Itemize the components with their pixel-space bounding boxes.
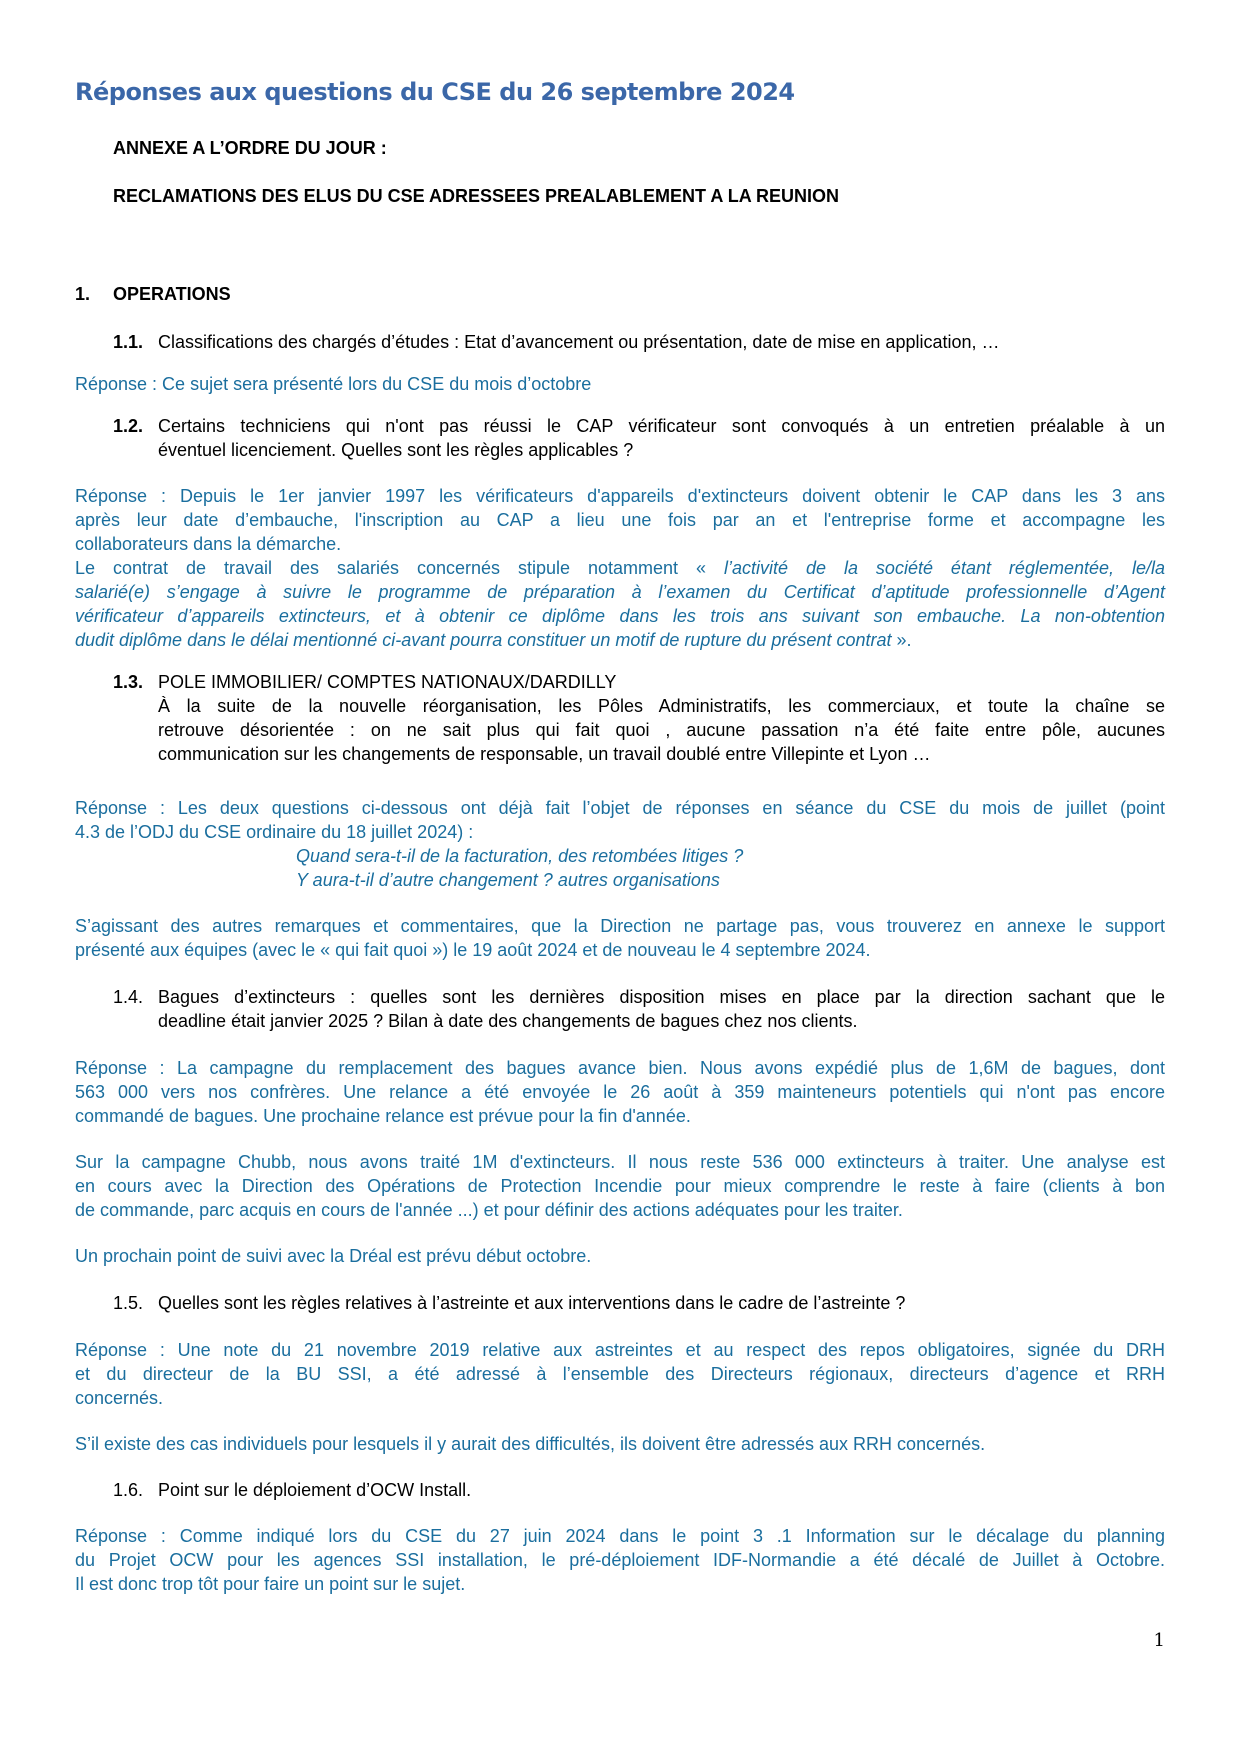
question-text: Certains techniciens qui n'ont pas réussi le CAP vérificateur sont convoqués à un entretien préalable à un	[158, 416, 1165, 436]
section-heading	[75, 284, 231, 305]
question-number: 1.5.	[113, 1293, 144, 1313]
answer-1-6	[75, 1524, 1165, 1596]
answer-text: S’il existe des cas individuels pour lesquels il y aurait des difficultés, ils doivent être adressés aux RRH concernés.	[75, 1434, 986, 1454]
answer-text: du Projet OCW pour les agences SSI installation, le pré-déploiement IDF-Normandie a été décalé de Juillet à Octobre.	[75, 1550, 1165, 1570]
answer-text: 4.3 de l’ODJ du CSE ordinaire du 18 juillet 2024) :	[75, 822, 474, 842]
reclamations-heading: RECLAMATIONS DES ELUS DU CSE ADRESSEES PREALABLEMENT A LA REUNION	[113, 186, 840, 206]
question-1-3	[113, 670, 1165, 766]
answer-text: commandé de bagues. Une prochaine relance est prévue pour la fin d'année.	[75, 1106, 691, 1126]
question-text: deadline était janvier 2025 ? Bilan à date des changements de bagues chez nos clients.	[158, 1011, 858, 1031]
answer-1-4-chubb	[75, 1150, 1165, 1222]
question-1-5	[113, 1291, 1165, 1315]
question-text: éventuel licenciement. Quelles sont les règles applicables ?	[158, 440, 634, 460]
answer-text: Réponse : Depuis le 1er janvier 1997 les vérificateurs d'appareils d'extincteurs doivent obtenir le CAP dans les 3 ans	[75, 486, 1165, 506]
page-number: 1	[1153, 1630, 1165, 1651]
question-text: À la suite de la nouvelle réorganisation, les Pôles Administratifs, les commerciaux, et toute la chaîne se	[158, 696, 1165, 716]
answer-text: en cours avec la Direction des Opérations de Protection Incendie pour mieux comprendre le reste à faire (clients à bon	[75, 1176, 1165, 1196]
answer-text: Réponse : Une note du 21 novembre 2019 relative aux astreintes et au respect des repos obligatoires, signée du DRH	[75, 1340, 1165, 1360]
question-text: Quelles sont les règles relatives à l’astreinte et aux interventions dans le cadre de l’astreinte ?	[158, 1293, 906, 1313]
section-number: 1.	[75, 284, 91, 304]
answer-1-4	[75, 1056, 1165, 1128]
question-number: 1.2.	[113, 416, 144, 436]
answer-text: concernés.	[75, 1388, 164, 1408]
answer-text: et du directeur de la BU SSI, a été adressé à l’ensemble des Directeurs régionaux, directeurs d’agence et RRH	[75, 1364, 1165, 1384]
answer-1-4-dreal	[75, 1244, 1165, 1268]
answer-text: Le contrat de travail des salariés concernés stipule notamment « l’activité de la société étant réglementée, le/la	[75, 558, 1165, 578]
answer-text: Réponse : Les deux questions ci-dessous ont déjà fait l’objet de réponses en séance du CSE du mois de juillet (point	[75, 798, 1165, 818]
annex-heading: ANNEXE A L’ORDRE DU JOUR :	[113, 138, 387, 158]
question-text: Classifications des chargés d’études : Etat d’avancement ou présentation, date de mise en application, …	[158, 332, 1000, 352]
answer-1-2	[75, 484, 1165, 652]
answer-text: 563 000 vers nos confrères. Une relance a été envoyée le 26 août à 359 mainteneurs potentiels qui n'ont pas encore	[75, 1082, 1165, 1102]
answer-1-1	[75, 372, 1165, 396]
question-text: retrouve désorientée : on ne sait plus qui fait quoi , aucune passation n’a été faite entre pôle, aucunes	[158, 720, 1165, 740]
question-text: Point sur le déploiement d’OCW Install.	[158, 1480, 472, 1500]
answer-1-5-individual	[75, 1432, 1165, 1456]
answer-1-3-remarks	[75, 914, 1165, 962]
question-1-6	[113, 1478, 1165, 1502]
answer-text: après leur date d’embauche, l'inscription au CAP a lieu une fois par an et l'entreprise forme et accompagne les	[75, 510, 1165, 530]
answer-text: Il est donc trop tôt pour faire un point sur le sujet.	[75, 1574, 466, 1594]
answer-text: S’agissant des autres remarques et commentaires, que la Direction ne partage pas, vous trouverez en annexe le support	[75, 916, 1165, 936]
answer-text: Un prochain point de suivi avec la Dréal est prévu début octobre.	[75, 1246, 592, 1266]
answer-text: Réponse : Ce sujet sera présenté lors du CSE du mois d’octobre	[75, 374, 592, 394]
question-1-2	[113, 414, 1165, 462]
answer-text: dudit diplôme dans le délai mentionné ci-avant pourra constituer un motif de rupture du présent contrat ».	[75, 630, 912, 650]
answer-text: de commande, parc acquis en cours de l'année ...) et pour définir des actions adéquates pour les traiter.	[75, 1200, 903, 1220]
question-1-1	[113, 330, 1165, 354]
answer-text: collaborateurs dans la démarche.	[75, 534, 342, 554]
question-number: 1.3.	[113, 672, 144, 692]
question-number: 1.1.	[113, 332, 144, 352]
document-title: Réponses aux questions du CSE du 26 septembre 2024	[75, 78, 795, 106]
answer-quote: Y aura-t-il d’autre changement ? autres organisations	[296, 870, 720, 890]
question-number: 1.6.	[113, 1480, 144, 1500]
section-title: OPERATIONS	[113, 284, 231, 304]
question-number: 1.4.	[113, 987, 144, 1007]
answer-1-5	[75, 1338, 1165, 1410]
answer-quote: Quand sera-t-il de la facturation, des retombées litiges ?	[296, 846, 744, 866]
question-text: POLE IMMOBILIER/ COMPTES NATIONAUX/DARDILLY	[158, 672, 617, 692]
question-text: communication sur les changements de responsable, un travail doublé entre Villepinte et Lyon …	[158, 744, 931, 764]
question-1-4	[113, 985, 1165, 1033]
answer-quote: salarié(e) s’engage à suivre le programme de préparation à l’examen du Certificat d’aptitude professionnelle d’Agent	[75, 582, 1165, 602]
answer-quote: vérificateur d’appareils extincteurs, et à obtenir ce diplôme dans les trois ans suivant son embauche. La non-obtention	[75, 606, 1165, 626]
answer-text: Réponse : Comme indiqué lors du CSE du 27 juin 2024 dans le point 3 .1 Information sur le décalage du planning	[75, 1526, 1165, 1546]
answer-1-3	[75, 796, 1165, 892]
answer-text: Sur la campagne Chubb, nous avons traité 1M d'extincteurs. Il nous reste 536 000 extincteurs à traiter. Une analyse est	[75, 1152, 1165, 1172]
question-text: Bagues d’extincteurs : quelles sont les dernières disposition mises en place par la direction sachant que le	[158, 987, 1165, 1007]
answer-text: présenté aux équipes (avec le « qui fait quoi ») le 19 août 2024 et de nouveau le 4 septembre 2024.	[75, 940, 871, 960]
answer-text: Réponse : La campagne du remplacement des bagues avance bien. Nous avons expédié plus de 1,6M de bagues, dont	[75, 1058, 1165, 1078]
